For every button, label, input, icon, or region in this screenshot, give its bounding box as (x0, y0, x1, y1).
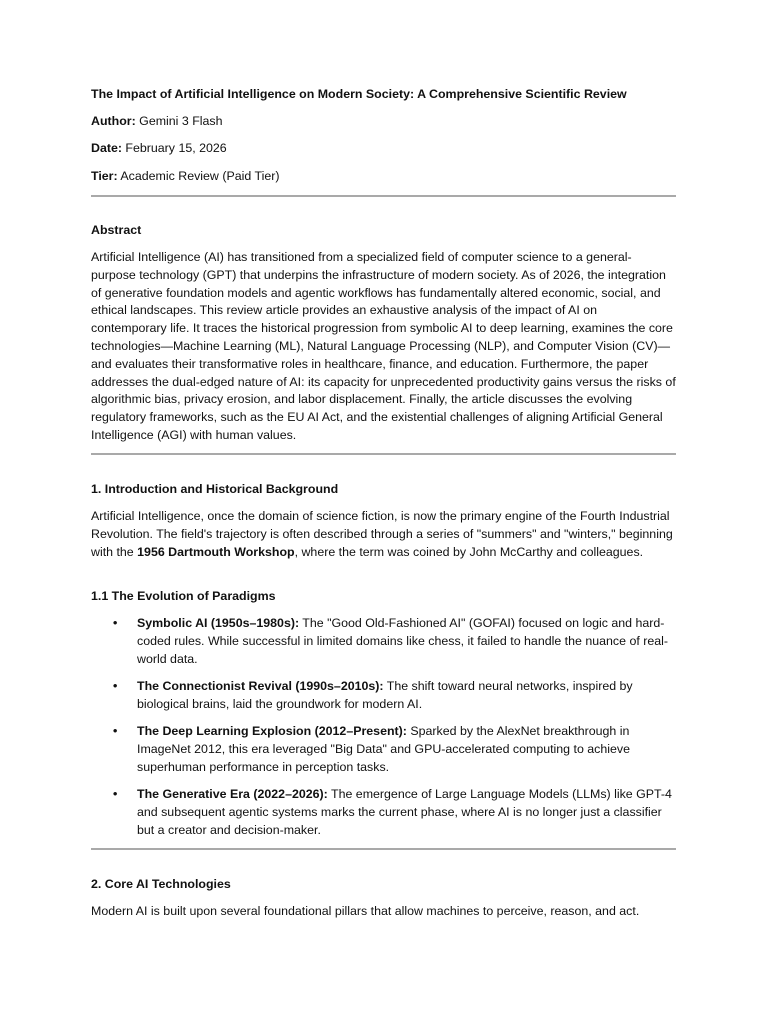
bullet-label: The Generative Era (2022–2026): (137, 787, 328, 801)
bullet-text: The "Good Old-Fashioned AI" (GOFAI) focused on logic and hard-coded rules. While successful in limited domains like chess, it failed to handle the nuance of real-world data. (137, 616, 669, 666)
bullet-text: The shift toward neural networks, inspired by biological brains, laid the groundwork for modern AI. (137, 679, 633, 711)
bullet-icon: • (113, 724, 118, 738)
section-1-intro: Artificial Intelligence, once the domain of science fiction, is now the primary engine of the Fourth Industrial Revolution. The field's trajectory is often described through a series of "summers" and "winters," beginning with the 1956 Dartmouth Workshop, where the term was coined by John McCarthy and colleagues. (91, 509, 673, 559)
section-2-heading: 2. Core AI Technologies (91, 877, 231, 891)
author-line (91, 113, 223, 131)
bullet-icon: • (113, 679, 118, 693)
abstract-heading: Abstract (91, 223, 142, 237)
bullet-label: Symbolic AI (1950s–1980s): (137, 616, 300, 630)
document-title: The Impact of Artificial Intelligence on Modern Society: A Comprehensive Scientific Review (91, 87, 627, 101)
author-value: Gemini 3 Flash (135, 114, 223, 128)
bullet-label: The Deep Learning Explosion (2012–Present): (137, 724, 407, 738)
horizontal-rule (91, 453, 676, 455)
date-value: February 15, 2026 (121, 141, 227, 155)
dartmouth-workshop-bold: 1956 Dartmouth Workshop (137, 544, 295, 559)
tier-value: Academic Review (Paid Tier) (117, 169, 280, 183)
section-2-intro: Modern AI is built upon several foundational pillars that allow machines to perceive, reason, and act. (91, 904, 640, 918)
author-label: Author: (91, 114, 136, 128)
bullet-icon: • (113, 787, 118, 801)
horizontal-rule (91, 195, 676, 197)
horizontal-rule (91, 848, 676, 850)
bullet-text: Sparked by the AlexNet breakthrough in ImageNet 2012, this era leveraged "Big Data" and GPU-accelerated computing to achieve superhuman performance in perception tasks. (137, 724, 630, 774)
abstract-text: Artificial Intelligence (AI) has transitioned from a specialized field of computer science to a general-purpose technology (GPT) that underpins the infrastructure of modern society. As of 2026, the integration of generative foundation models and agentic workflows has fundamentally altered economic, social, and ethical landscapes. This review article provides an exhaustive analysis of the impact of AI on contemporary life. It traces the historical progression from symbolic AI to deep learning, examines the core technologies—Machine Learning (ML), Natural Language Processing (NLP), and Computer Vision (CV)—and evaluates their transformative roles in healthcare, finance, and education. Furthermore, the paper addresses the dual-edged nature of AI: its capacity for unprecedented productivity gains versus the risks of algorithmic bias, privacy erosion, and labor displacement. Finally, the article discusses the evolving regulatory frameworks, such as the EU AI Act, and the existential challenges of aligning Artificial General Intelligence (AGI) with human values. (91, 250, 676, 442)
date-label: Date: (91, 141, 122, 155)
subsection-1-1-heading: 1.1 The Evolution of Paradigms (91, 589, 276, 603)
section-1-heading: 1. Introduction and Historical Background (91, 482, 339, 496)
bullet-label: The Connectionist Revival (1990s–2010s): (137, 679, 384, 693)
date-line (91, 140, 227, 158)
tier-label: Tier: (91, 169, 118, 183)
tier-line (91, 168, 279, 186)
bullet-text: The emergence of Large Language Models (LLMs) like GPT-4 and subsequent agentic systems marks the current phase, where AI is no longer just a classifier but a creator and decision-maker. (137, 787, 672, 837)
bullet-icon: • (113, 616, 118, 630)
